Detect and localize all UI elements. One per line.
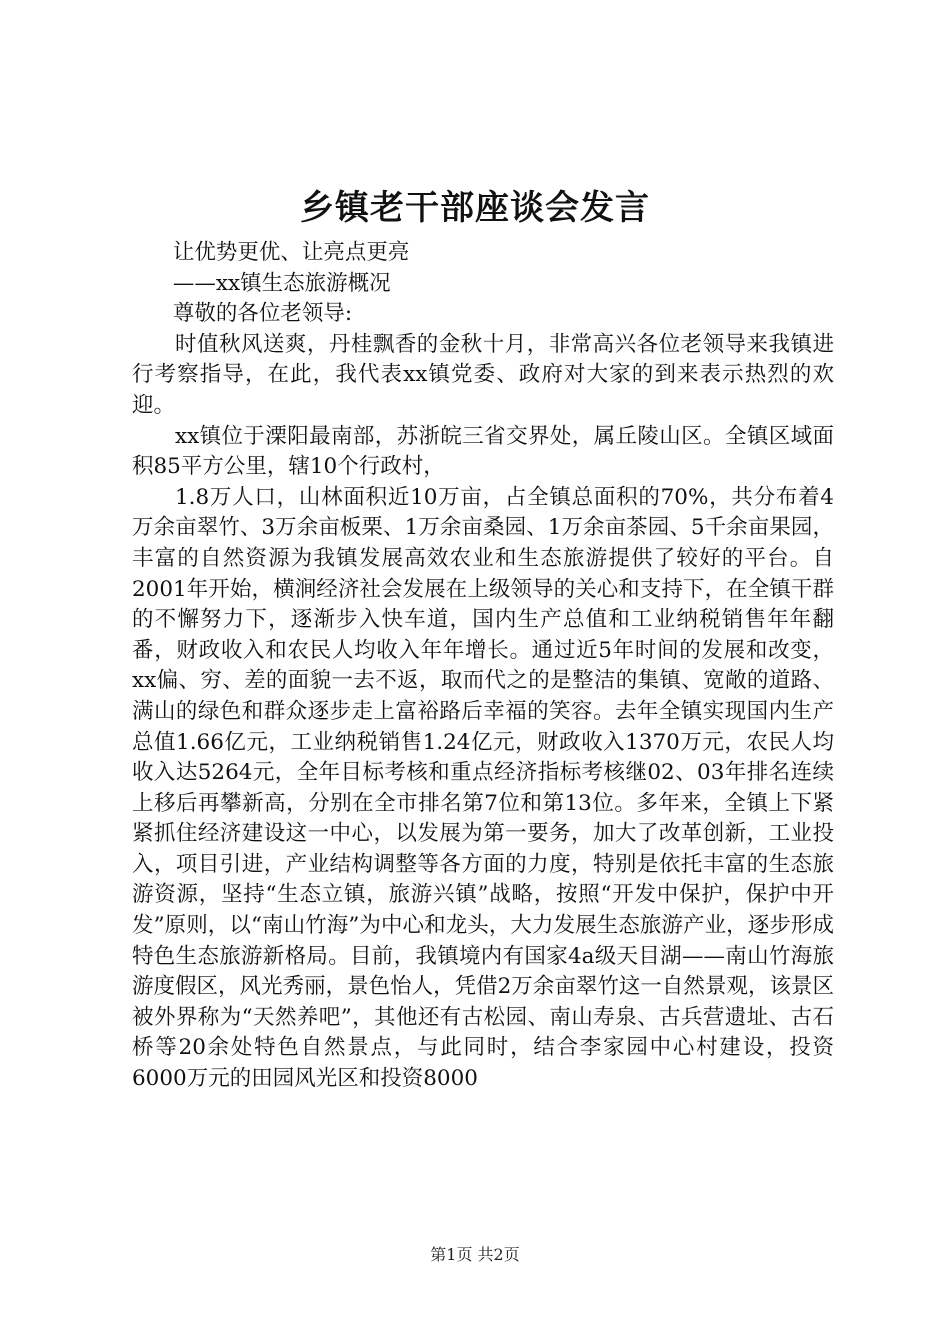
document-body <box>132 238 834 1095</box>
subtitle-line: 让优势更优、让亮点更亮 <box>172 240 410 265</box>
document-title: 乡镇老干部座谈会发言 <box>300 188 650 228</box>
salutation-line: 尊敬的各位老领导: <box>172 301 353 327</box>
subheading-line: ——xx镇生态旅游概况 <box>172 270 391 296</box>
paragraph-overview: 1.8万人口，山林面积近10万亩，占全镇总面积的70%，共分布着4万余亩翠竹、3万余亩板栗、1万余亩桑园、1万余亩茶园、5千余亩果园，丰富的自然资源为我镇发展高效农业和生态旅游提供了较好的平台。自2001年开始，横涧经济社会发展在上级领导的关心和支持下，在全镇干群的不懈努力下，逐渐步入快车道，国内生产总值和工业纳税销售年年翻番，财政收入和农民人均收入年年增长。通过近5年时间的发展和改变，xx偏、穷、差的面貌一去不返，取而代之的是整洁的集镇、宽敞的道路、满山的绿色和群众逐步走上富裕路后幸福的笑容。去年全镇实现国内生产总值1.66亿元，工业纳税销售1.24亿元，财政收入1370万元，农民人均收入达5264元，全年目标考核和重点经济指标考核继02、03年排名连续上移后再攀新高，分别在全市排名第7位和第13位。多年来，全镇上下紧紧抓住经济建设这一中心，以发展为第一要务，加大了改革创新，工业投入，项目引进，产业结构调整等各方面的力度，特别是依托丰富的生态旅游资源，坚持“生态立镇，旅游兴镇”战略，按照“开发中保护，保护中开发”原则，以“南山竹海”为中心和龙头，大力发展生态旅游产业，逐步形成特色生态旅游新格局。目前，我镇境内有国家4a级天目湖——南山竹海旅游度假区，风光秀丽，景色怡人，凭借2万余亩翠竹这一自然景观，该景区被外界称为“天然养吧”，其他还有古松园、南山寿泉、古兵营遗址、古石桥等20余处特色自然景点，与此同时，结合李家园中心村建设，投资6000万元的田园风光区和投资8000 <box>132 484 834 1092</box>
paragraph-location: xx镇位于溧阳最南部，苏浙皖三省交界处，属丘陵山区。全镇区域面积85平方公里，辖10个行政村， <box>132 423 834 480</box>
paragraph-welcome: 时值秋风送爽，丹桂飘香的金秋十月，非常高兴各位老领导来我镇进行考察指导，在此，我代表xx镇党委、政府对大家的到来表示热烈的欢迎。 <box>132 331 834 418</box>
page-footer: 第1页 共2页 <box>430 1245 520 1264</box>
